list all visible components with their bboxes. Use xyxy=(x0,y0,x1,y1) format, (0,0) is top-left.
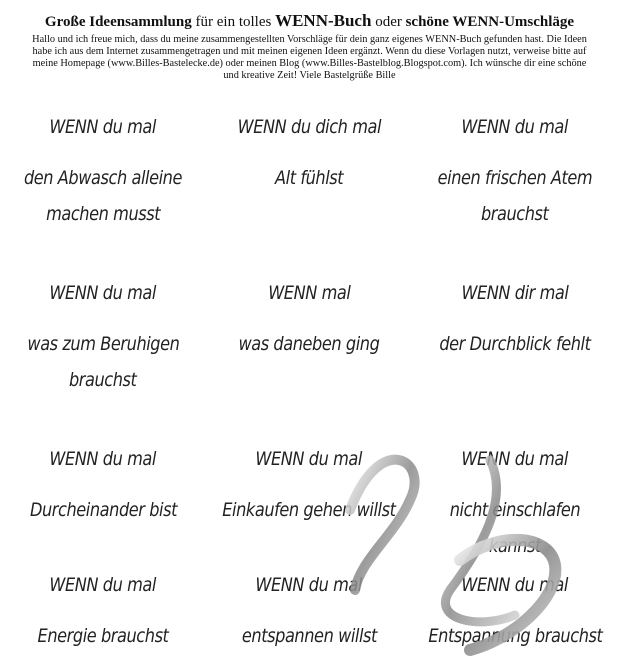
title-part-5: schöne WENN-Umschläge xyxy=(405,14,575,30)
title-part-1: Große Ideensammlung xyxy=(44,14,192,30)
card-11 xyxy=(206,570,412,654)
card-6 xyxy=(412,278,618,398)
card-11-line-2: entspannen willst xyxy=(241,625,377,647)
card-7-line-1: WENN du mal xyxy=(49,448,157,470)
card-6-line-2: der Durchblick fehlt xyxy=(439,333,591,355)
card-4-line-3: brauchst xyxy=(69,369,137,391)
card-6-line-1: WENN dir mal xyxy=(461,282,569,304)
card-7-line-2: Durcheinander bist xyxy=(29,499,177,521)
card-1 xyxy=(0,112,206,232)
card-1-line-1: WENN du mal xyxy=(49,116,157,138)
card-12-line-2: Entspannung brauchst xyxy=(427,625,603,647)
card-9-line-1: WENN du mal xyxy=(461,448,569,470)
card-4-line-2: was zum Beruhigen xyxy=(26,333,180,355)
card-9-line-2: nicht einschlafen kannst xyxy=(449,499,581,557)
title-part-3: WENN-Buch xyxy=(275,11,372,30)
card-8 xyxy=(206,444,412,528)
title-part-2: für ein tolles xyxy=(191,14,276,30)
card-3-line-2: einen frischen Atem xyxy=(437,167,593,189)
card-10-line-2: Energie brauchst xyxy=(37,625,169,647)
card-3 xyxy=(412,112,618,232)
card-3-line-1: WENN du mal xyxy=(461,116,569,138)
card-2-line-2: Alt fühlst xyxy=(274,167,344,189)
card-12-line-1: WENN du mal xyxy=(461,574,569,596)
title-part-4: oder xyxy=(371,14,406,30)
card-9 xyxy=(412,444,618,557)
card-5-line-2: was daneben ging xyxy=(238,333,380,355)
card-8-line-1: WENN du mal xyxy=(255,448,363,470)
card-11-line-1: WENN du mal xyxy=(255,574,363,596)
document-header xyxy=(0,12,619,82)
card-12 xyxy=(412,570,618,654)
card-10-line-1: WENN du mal xyxy=(49,574,157,596)
card-2 xyxy=(206,112,412,232)
intro-paragraph: Hallo und ich freue mich, dass du meine zusammengestellten Vorschläge für dein ganz eigenes WENN-Buch gefunden hast. Die Ideen habe ich aus dem Internet zusammengetragen und mit meinen eigenen Ideen ergänzt. Wenn du diese Vorlagen nutzt, verweise bitte auf meine Homepage (www.Billes-Bastelecke.de) oder meinen Blog (www.Billes-Bastelblog.Blogspot.com). Ich wünsche dir eine schöne und kreative Zeit! Viele Bastelgrüße Bille xyxy=(32,34,587,81)
card-2-line-1: WENN du dich mal xyxy=(237,116,381,138)
card-1-line-3: machen musst xyxy=(45,203,161,225)
card-5 xyxy=(206,278,412,398)
card-7 xyxy=(0,444,206,528)
document-title xyxy=(0,12,619,31)
card-1-line-2: den Abwasch alleine xyxy=(23,167,183,189)
card-10 xyxy=(0,570,206,654)
card-4 xyxy=(0,278,206,398)
card-5-line-1: WENN mal xyxy=(267,282,351,304)
card-3-line-3: brauchst xyxy=(481,203,549,225)
card-8-line-2: Einkaufen gehen willst xyxy=(222,499,396,521)
card-4-line-1: WENN du mal xyxy=(49,282,157,304)
